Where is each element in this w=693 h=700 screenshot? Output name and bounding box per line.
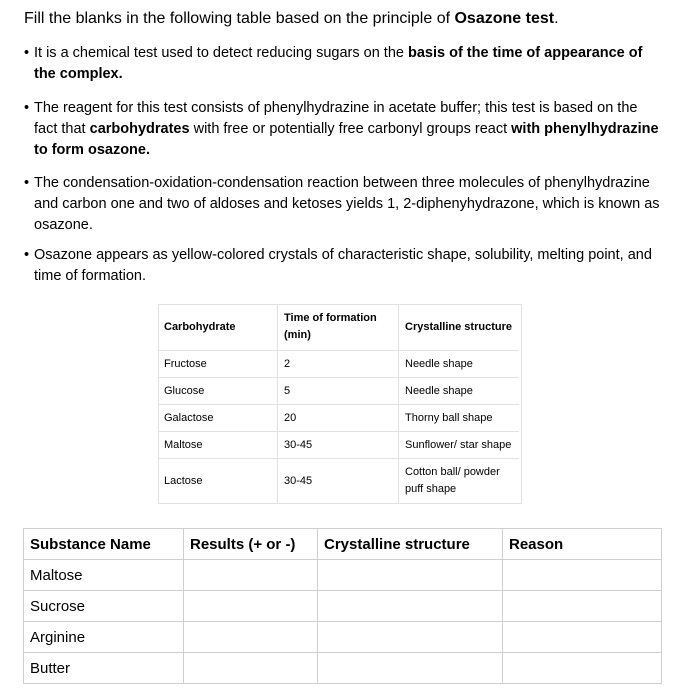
result-cell[interactable] <box>184 622 318 653</box>
reason-cell[interactable] <box>503 622 662 653</box>
header-cell: Crystalline structure <box>318 529 503 560</box>
bullet-item: • It is a chemical test used to detect reducing sugars on the basis of the time of appearance of the complex. <box>24 45 643 82</box>
table-row <box>24 653 662 684</box>
table-row <box>24 622 662 653</box>
table-row: Galactose 20 Thorny ball shape <box>158 405 519 432</box>
substance-cell: Maltose <box>24 560 184 591</box>
page-title: Fill the blanks in the following table based on the principle of Osazone test. <box>24 10 559 27</box>
result-cell[interactable] <box>184 591 318 622</box>
header-cell: Substance Name <box>24 529 184 560</box>
bullet-item: • Osazone appears as yellow-colored crystals of characteristic shape, solubility, melting point, and time of formation. <box>24 247 652 284</box>
table-row: Fructose 2 Needle shape <box>158 351 519 378</box>
table-row <box>24 560 662 591</box>
reference-table <box>158 304 519 504</box>
bullet-item: • The reagent for this test consists of phenylhydrazine in acetate buffer; this test is based on the fact that carbohydrates with free or potentially free carbonyl groups react with phenylhydrazine to form osazone. <box>24 100 659 158</box>
table-row: Glucose 5 Needle shape <box>158 378 519 405</box>
crystal-cell[interactable] <box>318 653 503 684</box>
header-cell: Time of formation (min) <box>278 304 399 351</box>
table-row: Maltose 30-45 Sunflower/ star shape <box>158 432 519 459</box>
table-row <box>24 591 662 622</box>
reason-cell[interactable] <box>503 560 662 591</box>
crystal-cell[interactable] <box>318 560 503 591</box>
crystal-cell[interactable] <box>318 622 503 653</box>
crystal-cell[interactable] <box>318 591 503 622</box>
result-cell[interactable] <box>184 653 318 684</box>
table-row: Lactose 30-45 Cotton ball/ powder puff shape <box>158 459 519 504</box>
substance-cell: Sucrose <box>24 591 184 622</box>
table-header-row <box>24 529 662 560</box>
result-cell[interactable] <box>184 560 318 591</box>
bullet-item: • The condensation-oxidation-condensation reaction between three molecules of phenylhydrazine and carbon one and two of aldoses and ketoses yields 1, 2-diphenyhydrazone, which is known as osazone. <box>24 175 660 233</box>
substance-cell: Butter <box>24 653 184 684</box>
reason-cell[interactable] <box>503 591 662 622</box>
table-header-row <box>158 304 519 351</box>
header-cell: Carbohydrate <box>158 304 278 351</box>
header-cell: Results (+ or -) <box>184 529 318 560</box>
reason-cell[interactable] <box>503 653 662 684</box>
fill-in-table <box>23 528 662 684</box>
header-cell: Reason <box>503 529 662 560</box>
substance-cell: Arginine <box>24 622 184 653</box>
header-cell: Crystalline structure <box>399 304 520 351</box>
